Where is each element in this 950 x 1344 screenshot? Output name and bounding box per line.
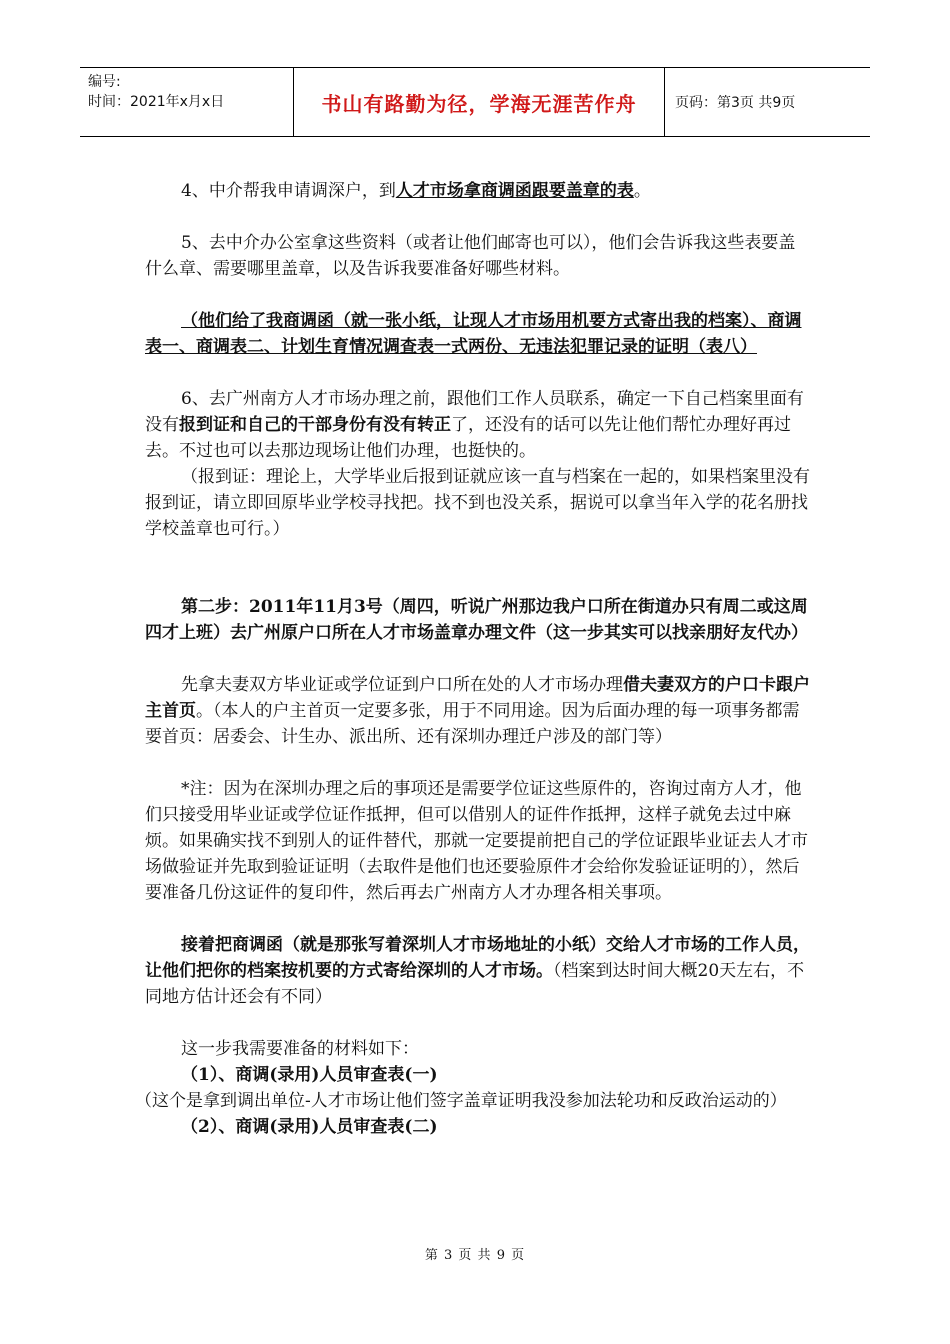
list-item: （2）、商调(录用)人员审查表(二) — [181, 1117, 438, 1137]
paragraph-step-5: 5、去中介办公室拿这些资料（或者让他们邮寄也可以），他们会告诉我这些表要盖什么章、需要哪里盖章，以及告诉我要准备好哪些材料。 — [145, 233, 796, 279]
list-item: （1）、商调(录用)人员审查表(一) — [181, 1065, 438, 1085]
paragraph-step-4: 4、中介帮我申请调深户，到人才市场拿商调函跟要盖章的表。 — [181, 181, 651, 201]
highlighted-text: 接着把商调函（就是那张写着深圳人才市场地址的小纸）交给人才市场的工作人员，让他们把你的档案按机要的方式寄给深圳的人才市场。 — [145, 935, 810, 981]
list-item-note: （这个是拿到调出单位-人才市场让他们签字盖章证明我没参加法轮功和反政治运动的） — [135, 1091, 787, 1111]
document-body — [135, 178, 810, 1140]
header-page-number: 页码：第3页 共9页 — [675, 95, 796, 111]
page-header — [80, 67, 870, 137]
highlighted-text: 借夫妻双方的户口卡跟户主首页 — [145, 675, 810, 721]
paragraph-materials-intro: 这一步我需要准备的材料如下： — [181, 1039, 419, 1059]
paragraph-transfer-letter: 接着把商调函（就是那张写着深圳人才市场地址的小纸）交给人才市场的工作人员，让他们把你的档案按机要的方式寄给深圳的人才市场。（档案到达时间大概20天左右，不同地方估计还会有不同） — [145, 935, 810, 1007]
document-number-label: 编号: — [88, 74, 121, 90]
header-motto: 书山有路勤为径，学海无涯苦作舟 — [293, 68, 665, 136]
highlighted-text: 报到证和自己的干部身份有没有转正 — [179, 415, 451, 435]
highlighted-text: 人才市场拿商调函跟要盖章的表 — [395, 181, 634, 201]
page-footer: 第 3 页 共 9 页 — [424, 1248, 526, 1263]
section-heading-step-2: 第二步：2011年11月3号（周四，听说广州那边我户口所在街道办只有周二或这周四才上班）去广州原户口所在人才市场盖章办理文件（这一步其实可以找亲朋好友代办） — [145, 597, 808, 643]
paragraph-step-6: 6、去广州南方人才市场办理之前，跟他们工作人员联系，确定一下自己档案里面有没有报到证和自己的干部身份有没有转正了，还没有的话可以先让他们帮忙办理好再过去。不过也可以去那边现场让他们办理，也挺快的。 — [145, 389, 804, 461]
header-meta — [80, 68, 293, 136]
document-date-label: 时间：2021年x月x日 — [88, 94, 225, 110]
paragraph-note: *注：因为在深圳办理之后的事项还是需要学位证这些原件的，咨询过南方人才，他们只接受用毕业证或学位证作抵押，但可以借别人的证件作抵押，这样子就免去过中麻烦。如果确实找不到别人的证件替代，那就一定要提前把自己的学位证跟毕业证去人才市场做验证并先取到验证证明（去取件是他们也还要验原件才会给你发验证证明的），然后要准备几份这证件的复印件，然后再去广州南方人才办理各相关事项。 — [145, 779, 808, 903]
paragraph-step-5-note: （他们给了我商调函（就一张小纸，让现人才市场用机要方式寄出我的档案）、商调表一、商调表二、计划生育情况调查表一式两份、无违法犯罪记录的证明（表八） — [145, 311, 802, 357]
paragraph-step-6-note: （报到证：理论上，大学毕业后报到证就应该一直与档案在一起的，如果档案里没有报到证，请立即回原毕业学校寻找把。找不到也没关系，据说可以拿当年入学的花名册找学校盖章也可行。） — [145, 467, 810, 539]
paragraph-household-register: 先拿夫妻双方毕业证或学位证到户口所在处的人才市场办理借夫妻双方的户口卡跟户主首页。（本人的户主首页一定要多张，用于不同用途。因为后面办理的每一项事务都需要首页：居委会、计生办、派出所、还有深圳办理迁户涉及的部门等） — [145, 675, 810, 747]
